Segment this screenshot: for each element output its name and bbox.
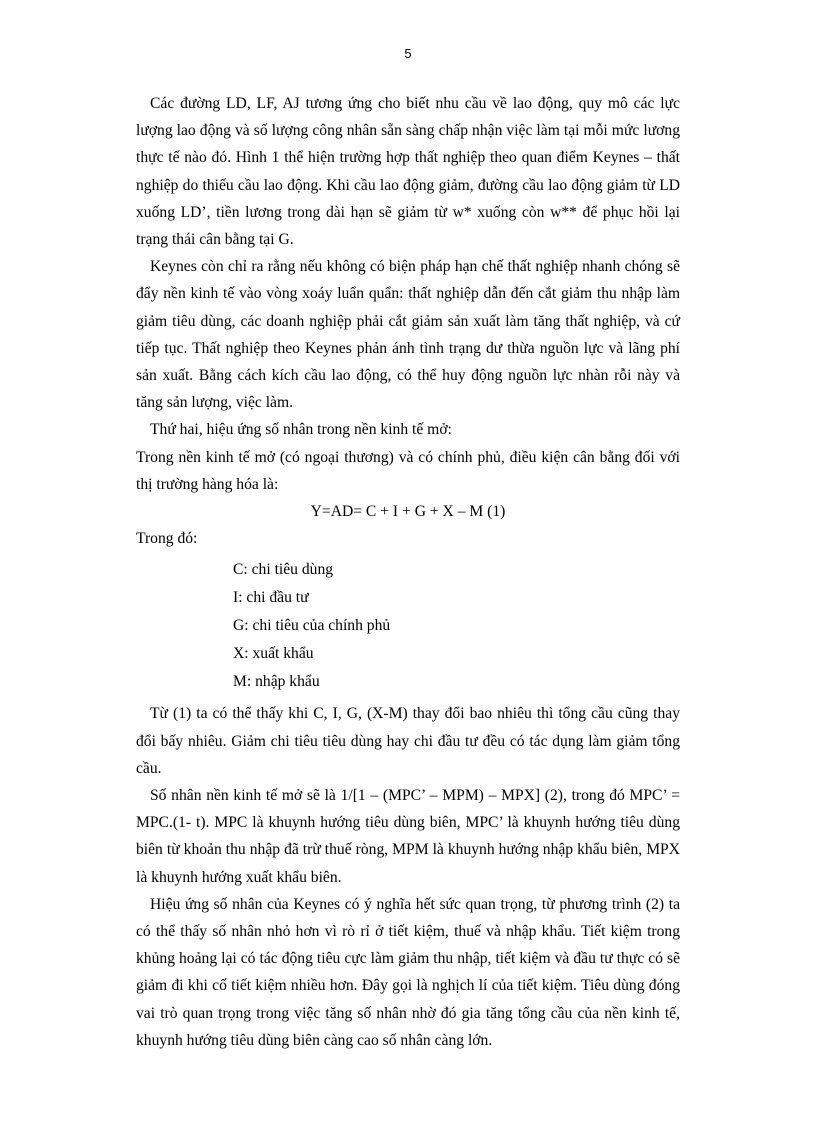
paragraph-keynes-spiral: Keynes còn chỉ ra rằng nếu không có biện pháp hạn chế thất nghiệp nhanh chóng sẽ đẩy nền kinh tế vào vòng xoáy luẩn quẩn: thất nghiệp dẫn đến cắt giảm thu nhập làm giảm tiêu dùng, các doanh nghiệp phải cắt giảm sản xuất làm tăng thất nghiệp, và cứ tiếp tục. Thất nghiệp theo Keynes phản ánh tình trạng dư thừa nguồn lực và lãng phí sản xuất. Bằng cách kích cầu lao động, có thể huy động nguồn lực nhàn rỗi này và tăng sản lượng, việc làm. xyxy=(136,258,680,412)
equation-1: Y=AD= C + I + G + X – M (1) xyxy=(310,503,506,521)
definition-item: G: chi tiêu của chính phủ xyxy=(233,617,391,635)
where-label: Trong đó: xyxy=(136,530,198,548)
paragraph-multiplier-formula: Số nhân nền kinh tế mở sẽ là 1/[1 – (MPC’ – MPM) – MPX] (2), trong đó MPC’ = MPC.(1- t). MPC là khuynh hướng tiêu dùng biên, MPC’ là khuynh hướng tiêu dùng biên từ khoản thu nhập đã trừ thuế ròng, MPM là khuynh hướng nhập khẩu biên, MPX là khuynh hướng xuất khẩu biên. xyxy=(136,787,680,886)
definition-item: C: chi tiêu dùng xyxy=(233,561,334,579)
paragraph-multiplier-heading: Thứ hai, hiệu ứng số nhân trong nền kinh tế mở: xyxy=(150,421,452,439)
paragraph-aggregate-demand: Từ (1) ta có thể thấy khi C, I, G, (X-M) thay đổi bao nhiêu thì tổng cầu cũng thay đổi bấy nhiêu. Giảm chi tiêu tiêu dùng hay chi đầu tư đều có tác dụng làm giảm tổng cầu. xyxy=(136,705,680,777)
page-number: 5 xyxy=(404,46,412,61)
paragraph-open-economy: Trong nền kinh tế mở (có ngoại thương) và có chính phủ, điều kiện cân bằng đối với thị trường hàng hóa là: xyxy=(136,448,680,493)
paragraph-labor-curves: Các đường LD, LF, AJ tương ứng cho biết nhu cầu về lao động, quy mô các lực lượng lao động và số lượng công nhân sẵn sàng chấp nhận việc làm tại mỗi mức lương thực tế nào đó. Hình 1 thể hiện trường hợp thất nghiệp theo quan điểm Keynes – thất nghiệp do thiếu cầu lao động. Khi cầu lao động giảm, đường cầu lao động giảm từ LD xuống LD’, tiền lương trong dài hạn sẽ giảm từ w* xuống còn w** để phục hồi lại trạng thái cân bằng tại G. xyxy=(136,95,680,249)
definition-item: M: nhập khẩu xyxy=(233,673,320,691)
paragraph-multiplier-effect: Hiệu ứng số nhân của Keynes có ý nghĩa hết sức quan trọng, từ phương trình (2) ta có thể thấy số nhân nhỏ hơn vì rò rỉ ở tiết kiệm, thuế và nhập khẩu. Tiết kiệm trong khủng hoảng lại có tác động tiêu cực làm giảm thu nhập, tiết kiệm và đầu tư thực có sẽ giảm đi khi cố tiết kiệm nhiều hơn. Đây gọi là nghịch lí của tiết kiệm. Tiêu dùng đóng vai trò quan trọng trong việc tăng số nhân nhờ đó gia tăng tổng cầu của nền kinh tế, khuynh hướng tiêu dùng biên càng cao số nhân càng lớn. xyxy=(136,895,680,1049)
definition-item: X: xuất khẩu xyxy=(233,645,314,663)
body-text xyxy=(136,90,680,1054)
definition-list xyxy=(136,556,680,696)
definition-item: I: chi đầu tư xyxy=(233,589,309,607)
